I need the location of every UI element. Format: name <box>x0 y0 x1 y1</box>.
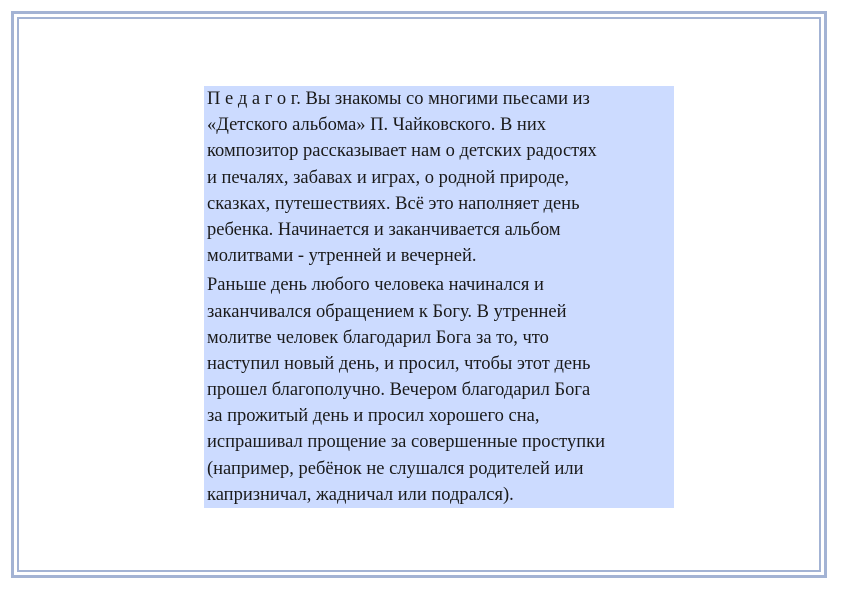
text-line: и печалях, забавах и играх, о родной природе, <box>207 167 569 188</box>
text-line: наступил новый день, и просил, чтобы этот день <box>207 353 591 374</box>
text-line: прошел благополучно. Вечером благодарил Бога <box>207 380 591 401</box>
text-line: испрашивал прощение за совершенные проступки <box>207 432 606 453</box>
text-line: «Детского альбома» П. Чайковского. В них <box>207 115 546 136</box>
text-line: ребенка. Начинается и заканчивается альбом <box>207 219 561 240</box>
text-line: молитвами - утренней и вечерней. <box>207 246 477 267</box>
text-line: молитве человек благодарил Бога за то, что <box>207 327 549 348</box>
text-line: (например, ребёнок не слушался родителей или <box>207 458 584 479</box>
text-line: за прожитый день и просил хорошего сна, <box>207 406 540 427</box>
text-block <box>204 86 674 508</box>
text-line: П е д а г о г. Вы знакомы со многими пьесами из <box>207 89 590 109</box>
paragraph-2 <box>207 272 674 508</box>
paragraph-1 <box>207 86 674 269</box>
text-line: сказках, путешествиях. Всё это наполняет день <box>207 193 580 214</box>
text-line: заканчивался обращением к Богу. В утренней <box>207 301 567 322</box>
text-line: Раньше день любого человека начинался и <box>207 275 544 296</box>
text-line: композитор рассказывает нам о детских радостях <box>207 141 597 162</box>
text-line: капризничал, жадничал или подрался). <box>207 484 514 505</box>
